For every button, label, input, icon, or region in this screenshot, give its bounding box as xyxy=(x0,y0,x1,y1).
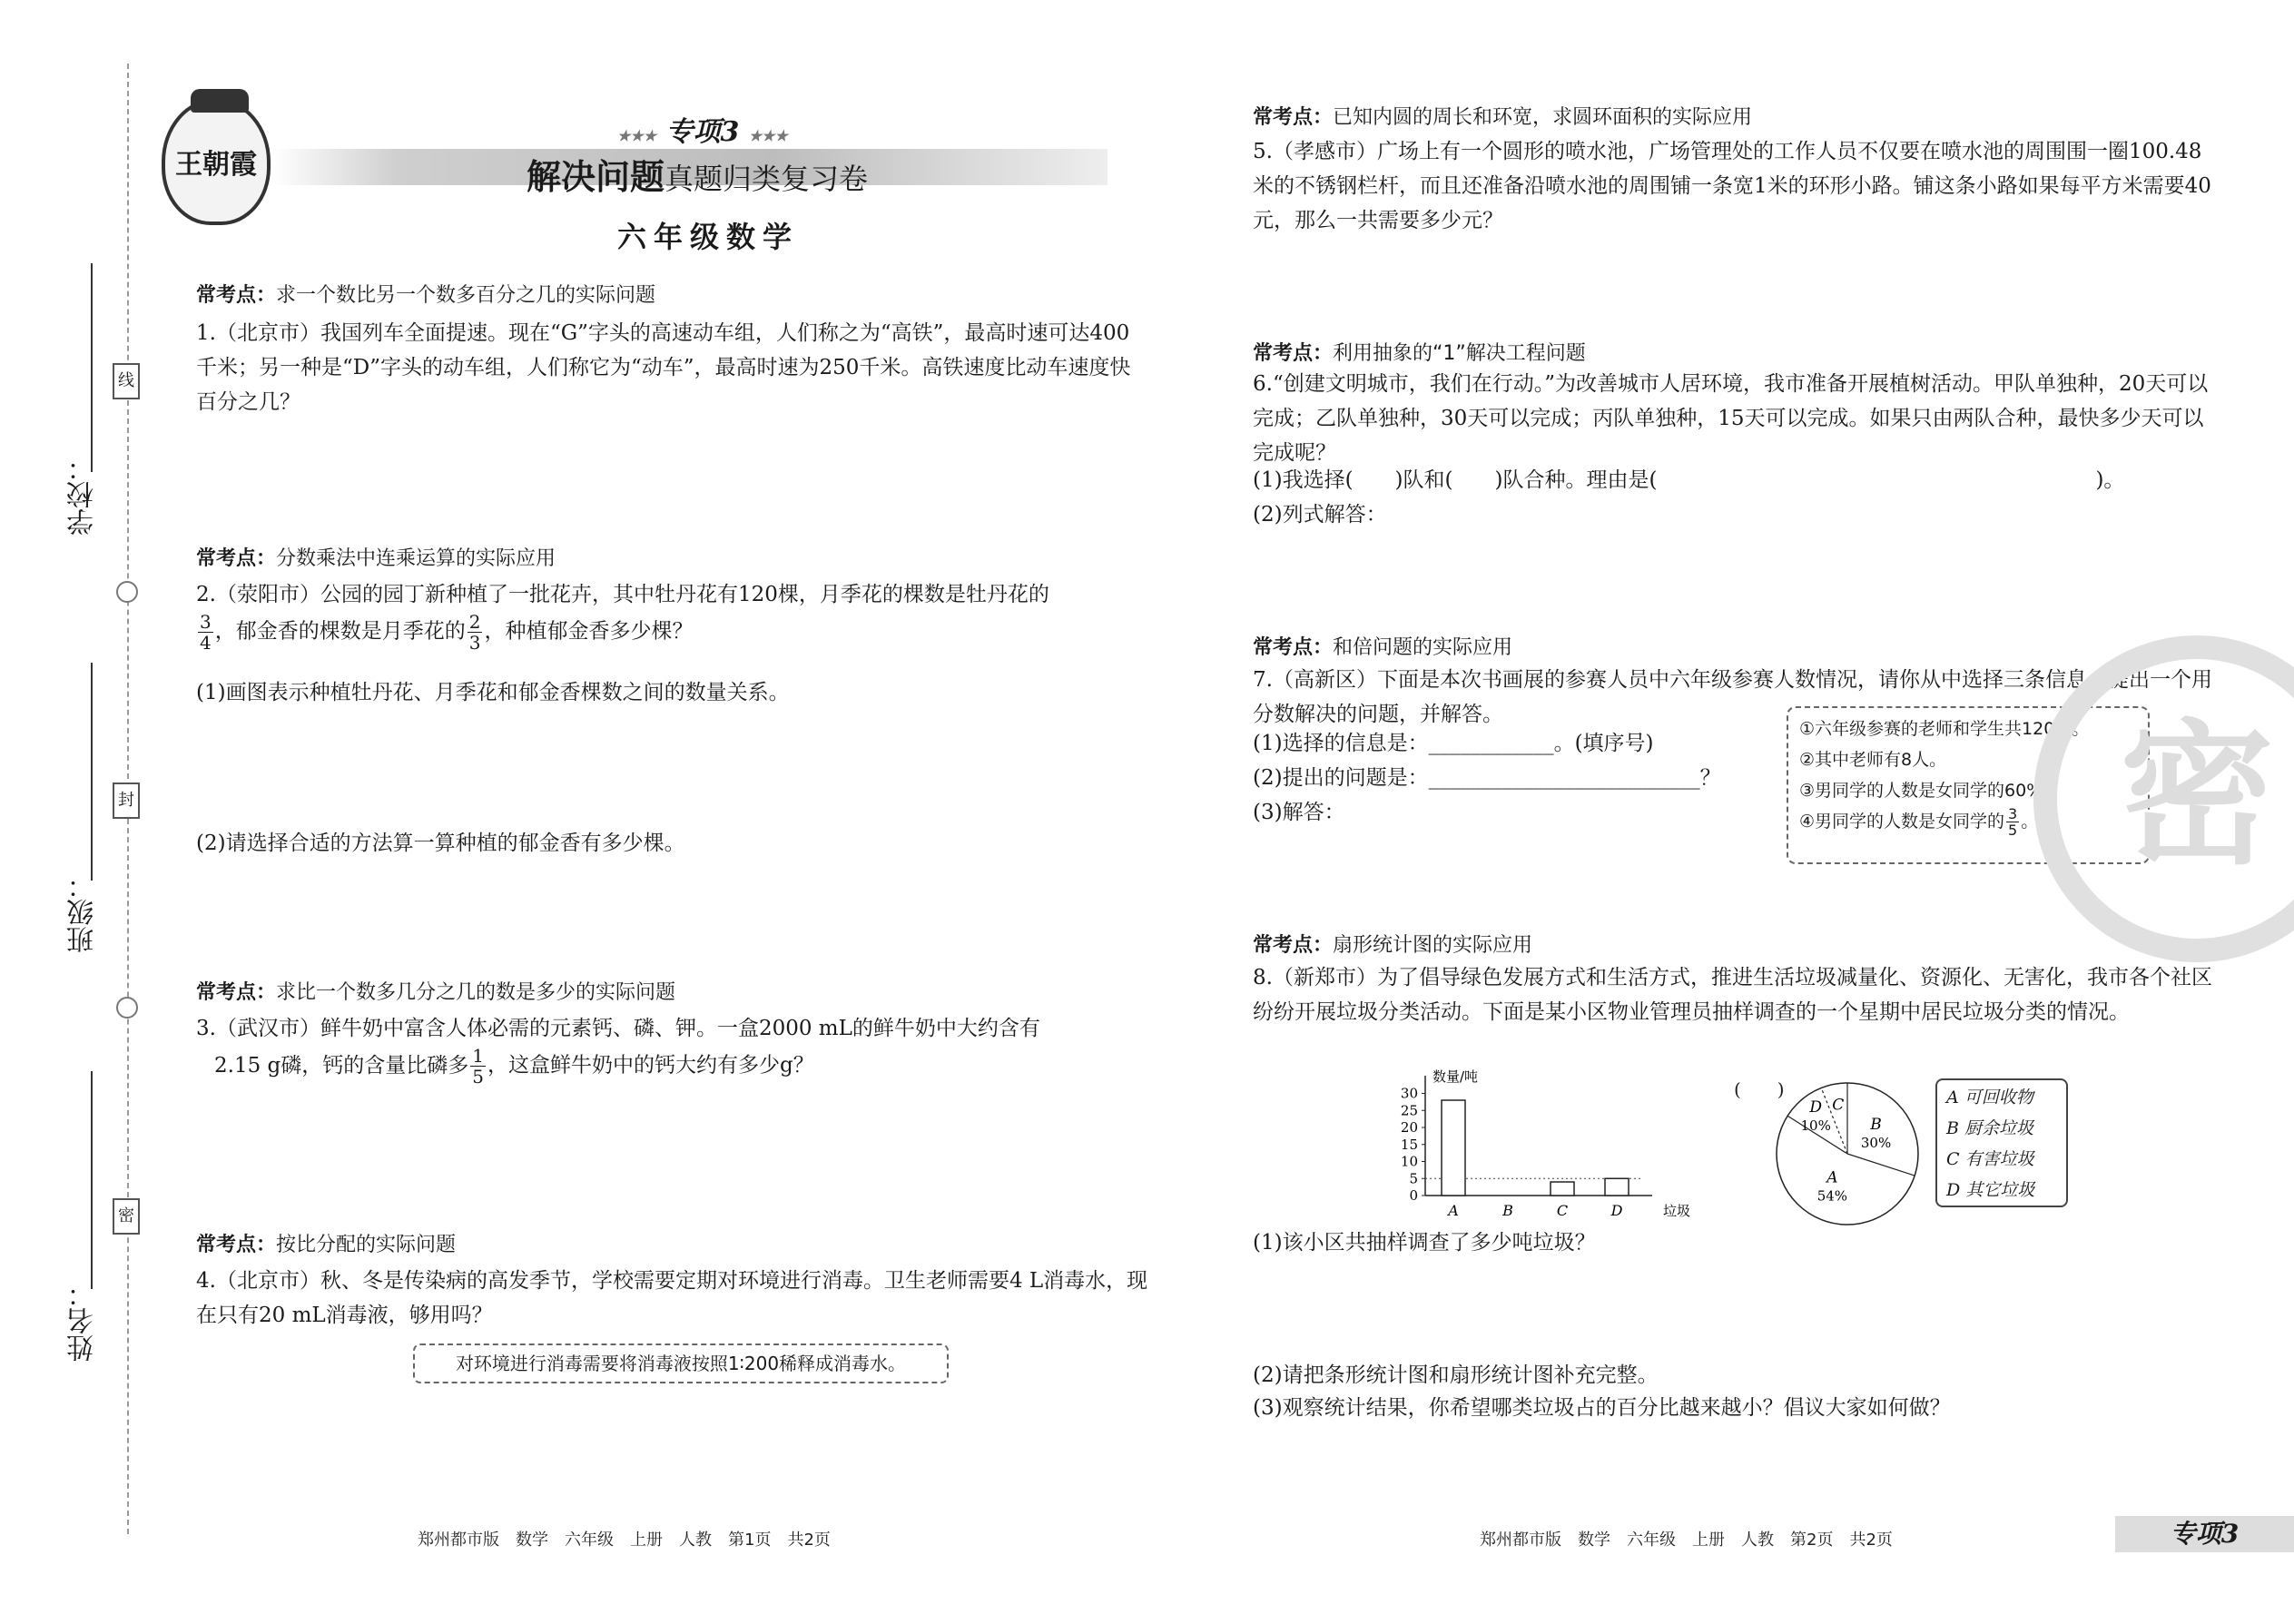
page-title xyxy=(527,149,868,199)
question-3: 3.（武汉市）鲜牛奶中富含人体必需的元素钙、磷、钾。一盒2000 mL的鲜牛奶中大约含有 2.15 g磷，钙的含量比磷多 $\frac{1}{5}$ ，这盒鲜牛奶中的钙大约有多少g？ xyxy=(196,1017,1040,1088)
question-8-part-3: (3)观察统计结果，你希望哪类垃圾占的百分比越来越小？倡议大家如何做？ xyxy=(1253,1396,1951,1420)
legend-item-d: D 其它垃圾 xyxy=(1946,1180,2035,1200)
brand-logo xyxy=(162,98,271,225)
series-label: 专项3 xyxy=(665,116,740,148)
legend-item-c: C 有害垃圾 xyxy=(1946,1149,2034,1169)
title-sub: 真题归类复习卷 xyxy=(665,162,869,196)
y-tick-label: 30 xyxy=(1400,1085,1418,1102)
bar-c xyxy=(1551,1182,1574,1196)
section-tab: 专项3 xyxy=(2115,1516,2294,1552)
info-item-3: ③男同学的人数是女同学的60%。 xyxy=(1799,781,2061,801)
question-6-part-1: (1)我选择( )队和( )队合种。理由是( )。 xyxy=(1253,468,2125,492)
fraction: $\frac{3}{4}$ xyxy=(200,611,212,654)
pie-slice-pct-b: 30% xyxy=(1860,1135,1892,1152)
name-label: 姓名： xyxy=(67,1280,99,1362)
info-item-1: ①六年级参赛的老师和学生共120人。 xyxy=(1799,719,2090,739)
pie-slice-pct-a: 54% xyxy=(1816,1187,1848,1205)
x-tick-label: D xyxy=(1610,1202,1623,1219)
y-tick-label: 20 xyxy=(1400,1119,1418,1136)
info-item-4: ④男同学的人数是女同学的 $\frac{3}{5}$ 。 xyxy=(1799,805,2039,839)
school-underline xyxy=(91,263,93,472)
question-7: 7.（高新区）下面是本次书画展的参赛人员中六年级参赛人数情况，请你从中选择三条信息，提出一个用分数解决的问题，并解答。 xyxy=(1253,668,2212,726)
pie-slice-pct-d: 10% xyxy=(1800,1117,1831,1134)
side-mark-xian: 线 xyxy=(113,363,140,399)
x-axis-label: 垃圾 xyxy=(1663,1203,1691,1219)
key-point-1: 常考点：求一个数比另一个数多百分之几的实际问题 xyxy=(196,284,656,307)
question-7-part-2: (2)提出的问题是：__________________________？ xyxy=(1253,766,1721,790)
key-point-6: 常考点：利用抽象的“1”解决工程问题 xyxy=(1253,342,1586,365)
bar-d xyxy=(1605,1178,1629,1196)
name-underline xyxy=(91,1071,93,1289)
pie-slice-label-d: D xyxy=(1809,1097,1823,1117)
binding-hole-icon xyxy=(116,997,138,1019)
seal-watermark: 密 xyxy=(2033,635,2294,962)
y-tick-label: 25 xyxy=(1400,1102,1418,1119)
question-6: 6.“创建文明城市，我们在行动。”为改善城市人居环境，我市准备开展植树活动。甲队单独种，20天可以完成；乙队单独种，30天可以完成；丙队单独种，15天可以完成。如果只由两队合种，最快多少天可以完成呢？ xyxy=(1253,372,2209,465)
pie-legend xyxy=(1935,1078,2068,1207)
class-label: 班级： xyxy=(67,871,99,953)
question-2: 2.（荥阳市）公园的园丁新种植了一批花卉，其中牡丹花有120棵，月季花的棵数是牡丹花的 $\frac{3}{4}$ ，郁金香的棵数是月季花的 $\frac{2}{3}$ ，种植郁金香多少棵？ xyxy=(196,583,1049,654)
legend-item-a: A 可回收物 xyxy=(1946,1088,2033,1107)
fraction: $\frac{2}{3}$ xyxy=(468,611,481,654)
info-item-2: ②其中老师有8人。 xyxy=(1799,750,1947,770)
question-8: 8.（新郑市）为了倡导绿色发展方式和生活方式，推进生活垃圾减量化、资源化、无害化，我市各个社区纷纷开展垃圾分类活动。下面是某小区物业管理员抽样调查的一个星期中居民垃圾分类的情况。 xyxy=(1253,966,2212,1024)
pie-blank: ( ) xyxy=(1734,1078,1785,1100)
binding-hole-icon xyxy=(116,581,138,603)
crown-icon xyxy=(191,89,249,113)
logo-text: 王朝霞 xyxy=(175,149,257,181)
question-7-part-1: (1)选择的信息是：____________。(填序号) xyxy=(1253,732,1654,755)
key-point-4: 常考点：按比分配的实际问题 xyxy=(196,1234,457,1256)
legend-item-b: B 厨余垃圾 xyxy=(1946,1118,2034,1138)
y-tick-label: 15 xyxy=(1400,1136,1418,1153)
question-1: 1.（北京市）我国列车全面提速。现在“G”字头的高速动车组，人们称之为“高铁”，最高时速可达400千米；另一种是“D”字头的动车组，人们称它为“动车”，最高时速为250千米。高铁速度比动车速度快百分之几？ xyxy=(196,321,1131,414)
title-bold: 解决问题 xyxy=(527,157,665,197)
side-mark-feng: 封 xyxy=(113,782,140,819)
y-tick-label: 10 xyxy=(1400,1153,1418,1170)
bar-chart xyxy=(1380,1064,1707,1227)
side-mark-mi: 密 xyxy=(113,1198,140,1235)
grade-subject: 六年级数学 xyxy=(617,220,800,254)
y-tick-label: 5 xyxy=(1409,1170,1418,1187)
pie-slice-label-a: A xyxy=(1826,1168,1838,1187)
fraction: $\frac{1}{5}$ xyxy=(472,1045,484,1088)
series-title xyxy=(617,109,788,149)
question-2-part-1: (1)画图表示种植牡丹花、月季花和郁金香棵数之间的数量关系。 xyxy=(196,681,790,704)
x-tick-label: B xyxy=(1502,1202,1513,1219)
key-point-8: 常考点：扇形统计图的实际应用 xyxy=(1253,934,1533,957)
footer-page-2: 郑州都市版 数学 六年级 上册 人教 第2页 共2页 xyxy=(1480,1530,1893,1550)
footer-page-1: 郑州都市版 数学 六年级 上册 人教 第1页 共2页 xyxy=(418,1530,831,1550)
question-6-part-2: (2)列式解答： xyxy=(1253,503,1387,527)
y-tick-label: 0 xyxy=(1409,1187,1418,1204)
question-2-part-2: (2)请选择合适的方法算一算种植的郁金香有多少棵。 xyxy=(196,832,685,855)
x-tick-label: A xyxy=(1448,1202,1459,1219)
key-point-3: 常考点：求比一个数多几分之几的数是多少的实际问题 xyxy=(196,981,676,1004)
bar-a xyxy=(1442,1100,1465,1196)
pie-slice-label-c: C xyxy=(1832,1096,1845,1115)
key-point-2: 常考点：分数乘法中连乘运算的实际应用 xyxy=(196,547,556,570)
question-4: 4.（北京市）秋、冬是传染病的高发季节，学校需要定期对环境进行消毒。卫生老师需要4 L消毒水，现在只有20 mL消毒液，够用吗？ xyxy=(196,1269,1148,1327)
pie-slice-label-b: B xyxy=(1870,1116,1882,1135)
question-5: 5.（孝感市）广场上有一个圆形的喷水池，广场管理处的工作人员不仅要在喷水池的周围围一圈100.48米的不锈钢栏杆，而且还准备沿喷水池的周围铺一条宽1米的环形小路。铺这条小路如果每平方米需要40元，那么一共需要多少元？ xyxy=(1253,140,2211,232)
question-7-part-3: (3)解答： xyxy=(1253,801,1345,824)
key-point-7: 常考点：和倍问题的实际应用 xyxy=(1253,636,1513,659)
question-8-part-2: (2)请把条形统计图和扇形统计图补充完整。 xyxy=(1253,1363,1659,1387)
x-tick-label: C xyxy=(1556,1202,1569,1219)
stars-right: ★★★ xyxy=(748,127,788,144)
key-point-5: 常考点：已知内圆的周长和环宽，求圆环面积的实际应用 xyxy=(1253,106,1753,129)
class-underline xyxy=(91,663,93,881)
stars-left: ★★★ xyxy=(617,127,657,144)
school-label: 学校： xyxy=(67,454,99,536)
dilution-note: 对环境进行消毒需要将消毒液按照1∶200稀释成消毒水。 xyxy=(413,1343,949,1383)
y-axis-label: 数量/吨 xyxy=(1433,1068,1479,1085)
question-8-part-1: (1)该小区共抽样调查了多少吨垃圾？ xyxy=(1253,1231,1596,1255)
pie-chart xyxy=(1770,1077,1925,1231)
